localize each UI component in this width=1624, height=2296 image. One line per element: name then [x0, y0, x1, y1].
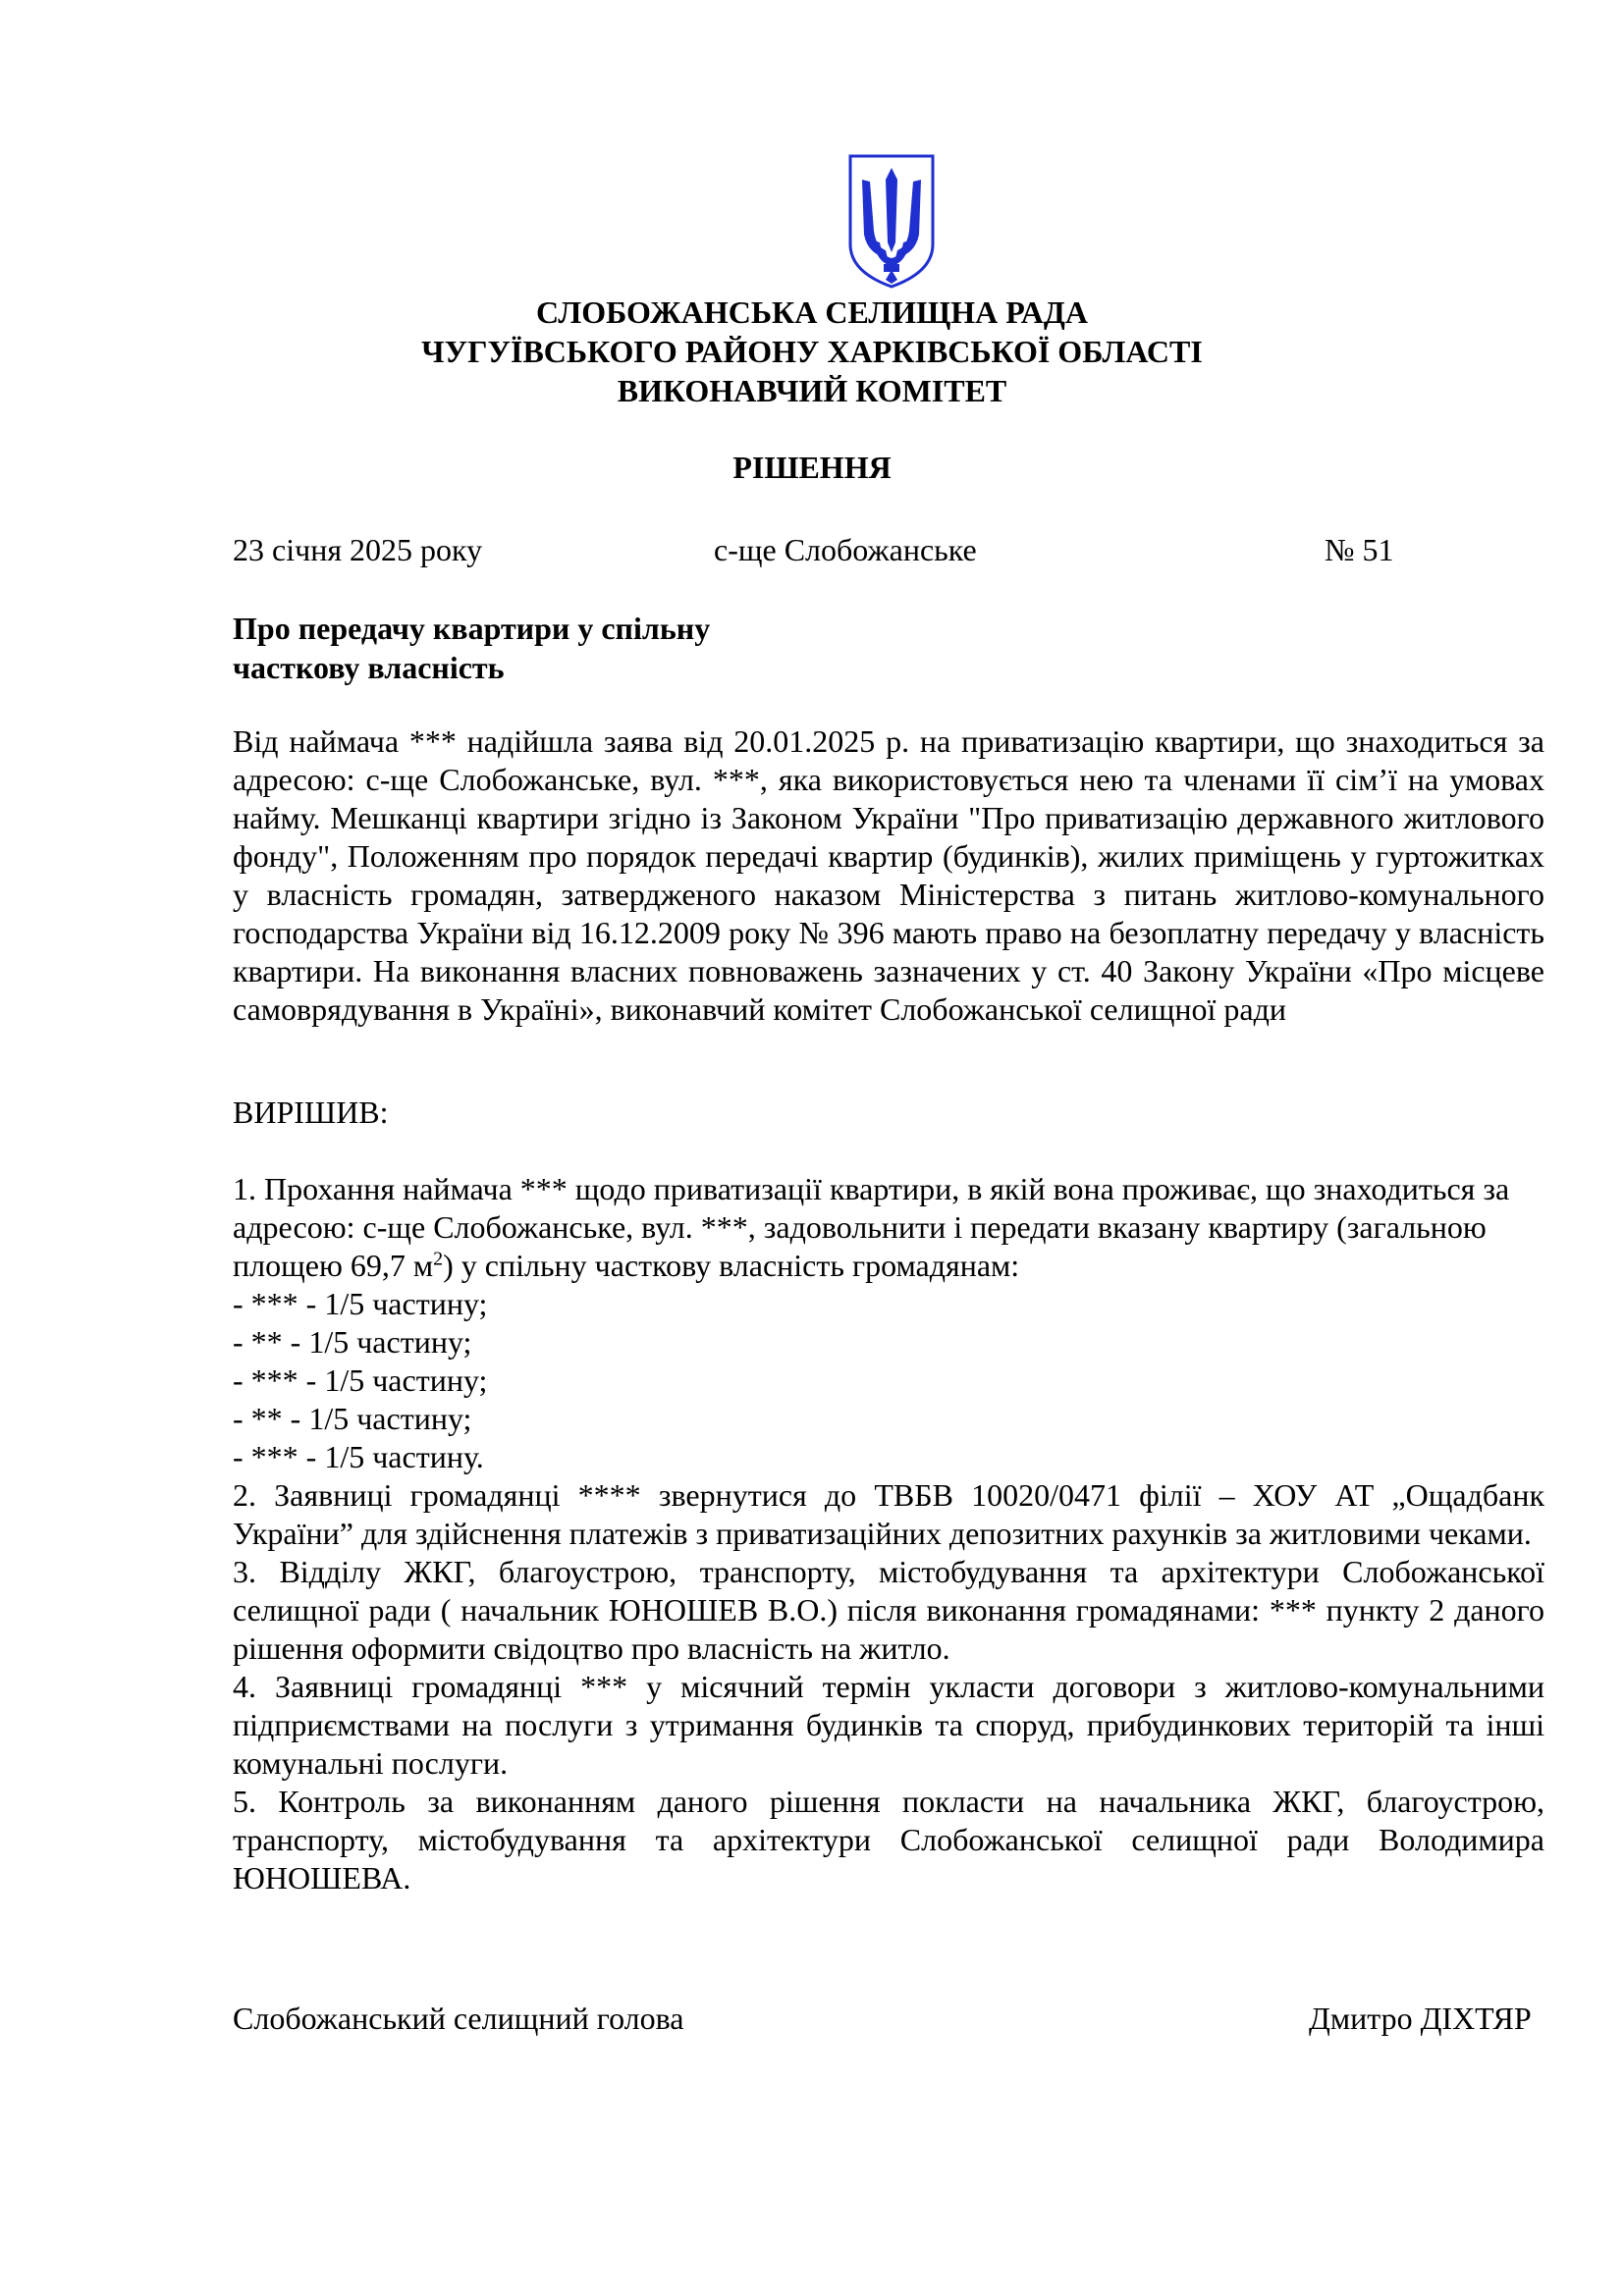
share-item: - ** - 1/5 частину; [233, 1401, 472, 1436]
share-item: - ** - 1/5 частину; [233, 1324, 472, 1360]
share-item: - *** - 1/5 частину. [233, 1439, 484, 1474]
council-name: СЛОБОЖАНСЬКА СЕЛИЩНА РАДА [536, 294, 1088, 330]
share-item: - *** - 1/5 частину; [233, 1362, 488, 1398]
decision-number: № 51 [1325, 532, 1394, 567]
decision-items [233, 1170, 1544, 1897]
item-5: 5. Контроль за виконанням даного рішення покласти на начальника ЖКГ, благоустрою, транспорту, містобудування та архітектури Слобожанської селищної ради Володимира ЮНОШЕВА. [233, 1784, 1544, 1896]
item-1-text-end: ) у спільну часткову власність громадянам: [443, 1248, 1020, 1283]
share-item: - *** - 1/5 частину; [233, 1286, 488, 1321]
committee-name: ВИКОНАВЧИЙ КОМІТЕТ [617, 373, 1007, 408]
decided-heading: ВИРІШИВ: [233, 1095, 389, 1130]
item-1-text: 1. Прохання наймача *** щодо приватизації квартири, в якій вона проживає, що знаходиться за адресою: с-ще Слобожанське, вул. ***, задовольнити і передати вказану квартиру (загальною площею 69,7 м [233, 1171, 1510, 1283]
decision-subject [233, 609, 710, 687]
signatory-name: Дмитро ДІХТЯР [1309, 2001, 1532, 2036]
item-3: 3. Відділу ЖКГ, благоустрою, транспорту, містобудування та архітектури Слобожанської селищної ради ( начальник ЮНОШЕВ В.О.) після виконання громадянами: *** пункту 2 даного рішення оформити свідоцтво про власність на житло. [233, 1554, 1544, 1666]
preamble-paragraph [233, 722, 1544, 1029]
item-1 [233, 1170, 1539, 1285]
subject-line-2: часткову власність [233, 650, 505, 685]
item-4: 4. Заявниці громадянці *** у місячний термін укласти договори з житлово-комунальними підприємствами на послуги з утримання будинків та споруд, прибудинкових територій та інші комунальні послуги. [233, 1669, 1544, 1781]
document-title: РІШЕННЯ [732, 450, 892, 485]
item-1-superscript: 2 [433, 1248, 444, 1270]
signatory-position: Слобожанський селищний голова [233, 2001, 684, 2036]
subject-line-1: Про передачу квартири у спільну [233, 611, 711, 646]
coat-of-arms-trident-icon [846, 152, 937, 290]
decision-place: с-ще Слобожанське [714, 532, 977, 567]
district-name: ЧУГУЇВСЬКОГО РАЙОНУ ХАРКІВСЬКОЇ ОБЛАСТІ [421, 334, 1203, 369]
item-2: 2. Заявниці громадянці **** звернутися до ТВБВ 10020/0471 філії – ХОУ АТ „Ощадбанк України” для здійснення платежів з приватизаційних депозитних рахунків за житловими чеками. [233, 1477, 1544, 1551]
decision-date: 23 січня 2025 року [233, 532, 483, 567]
preamble-text: Від наймача *** надійшла заява від 20.01.2025 р. на приватизацію квартири, що знаходиться за адресою: с-ще Слобожанське, вул. ***, яка використовується нею та членами її сім’ї на умовах найму. Мешканці квартири згідно із Законом України "Про приватизацію державного житлового фонду", Положенням про порядок передачі квартир (будинків), жилих приміщень у гуртожитках у власність громадян, затвердженого наказом Міністерства з питань житлово-комунального господарства України від 16.12.2009 року № 396 мають право на безоплатну передачу у власність квартири. На виконання власних повноважень зазначених у ст. 40 Закону України «Про місцеве самоврядування в Україні», виконавчий комітет Слобожанської селищної ради [233, 723, 1544, 1027]
